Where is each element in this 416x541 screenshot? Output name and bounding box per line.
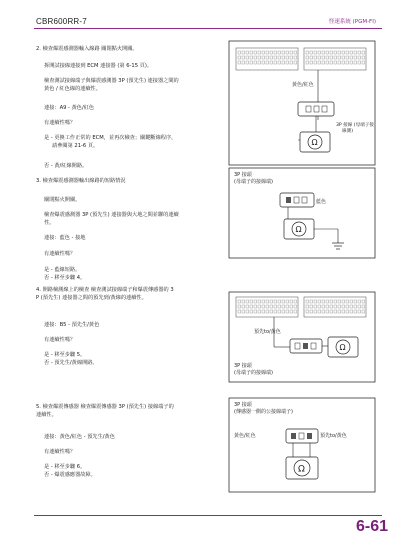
fig3-ohmmeter [328,337,358,357]
step3-yes: 是 - 藍線短路。 [44,267,81,273]
step2-line1: 拆開試接線連接到 ECM 連接器 (第 6-15 頁)。 [44,63,153,69]
figure-sensor-continuity [228,397,376,493]
header-section: 怪速系統 (PGM-FI) [328,19,376,25]
figure-ecm-wiring-2 [228,291,376,383]
step5-question: 有連續性嗎？ [44,449,76,455]
step2-yes-b: 請參閱第 21-6 頁。 [52,143,99,149]
fig1-3p-connector [298,102,334,116]
ohm-symbol-1: Ω [311,138,318,147]
figure-ecm-wiring-1 [228,40,376,166]
ohm-symbol-2: Ω [295,225,302,234]
step5-connection: 連接：黃色/紅色 - 預先生/黃色 [44,434,115,440]
fig4-title-a: 3P 接頭 [234,402,252,408]
step5-title-a: 5. 檢查爆震傳感器 檢查爆震傳感器 3P (預先生) 接線端子的 [36,404,174,410]
step2-no: 否 - 黃/紅線開路。 [44,163,88,169]
fig1-wire-label: 黃色/紅色 [292,82,314,88]
fig3-wire-label: 預先to/黃色 [254,329,281,335]
step4-connection: 連接：B5 - 預先生/黃色 [44,322,100,328]
step4-title-b: P (預先生) 連接器之間的預先到/黃線的連續性。 [36,295,147,301]
step2-question: 有連續性嗎？ [44,120,76,126]
ohm-symbol-4: Ω [298,464,305,475]
fig3-title-a: 3P 接頭 [234,363,252,369]
fig1-connector-label-a: 3P 接線 (母端子接 [336,123,374,128]
fig4-title-b: (傳感器一側的公接線端子) [234,409,293,415]
page-number: 6-61 [355,518,388,535]
step3-question: 有連續性嗎？ [44,251,76,257]
step5-yes: 是 - 移至步驟 6。 [44,464,86,470]
header-model: CBR600RR-7 [36,17,87,26]
fig2-3p-connector [280,193,314,207]
fig1-ohmmeter [300,132,330,152]
step2-yes-a: 是 - 更換工作正常的 ECM，並再次檢查；關鍵斷線程序， [44,135,177,141]
step2-title: 2. 檢查爆震感測器輸入線路 關閉點火開關。 [36,46,138,52]
step3-line2b: 性。 [44,220,55,226]
step5-title-b: 連續性。 [36,412,57,418]
step4-title-a: 4. 開路檢測線上的檢查 檢查測試接線端子和爆震傳感器的 3 [36,287,174,293]
header-rule [34,28,382,29]
fig1-connector-label-b: 線側) [342,129,353,134]
step4-question: 有連續性嗎？ [44,337,76,343]
fig4-right-label: 預先to/黃色 [320,433,347,439]
step3-line1: 關閉點火開關。 [44,197,81,203]
step4-yes: 是 - 移至步驟 5。 [44,352,86,358]
fig3-3p-connector [290,339,322,353]
fig2-wire-label: 藍色 [316,199,327,205]
fig2-title-a: 3P 接頭 [234,172,252,178]
footer-rule [34,515,382,516]
fig3-title-b: (母端子的接線端) [234,370,273,376]
fig2-ohmmeter [284,219,314,239]
step5-no: 否 - 爆震感應器故障。 [44,472,96,478]
figure-3p-ground [228,167,376,259]
fig4-left-label: 黃色/紅色 [234,433,256,439]
step4-no: 否 - 預先生/黃線開路。 [44,360,98,366]
step2-line2b: 黃色 / 紅色線的連續性。 [44,86,101,92]
fig2-title-b: (母端子的接線端) [234,179,273,185]
fig4-ohmmeter [286,457,318,479]
ohm-symbol-3: Ω [339,343,346,352]
step2-line2a: 檢查測試接線端子與爆震感測器 3P (預先生) 連接器之間的 [44,78,179,84]
step3-connection: 連接：藍色 - 接地 [44,235,86,241]
step3-line2a: 檢查爆震感測器 3P (預先生) 連接器與大地之間並聯的連續 [44,212,179,218]
fig4-3p-connector [286,429,318,443]
step3-no: 否 - 移至步驟 4。 [44,275,86,281]
step2-connection: 連接：A9 - 黃色/紅色 [44,105,95,111]
step3-title: 3. 檢查爆震感測器輸出線路的短路情況 [36,178,126,184]
